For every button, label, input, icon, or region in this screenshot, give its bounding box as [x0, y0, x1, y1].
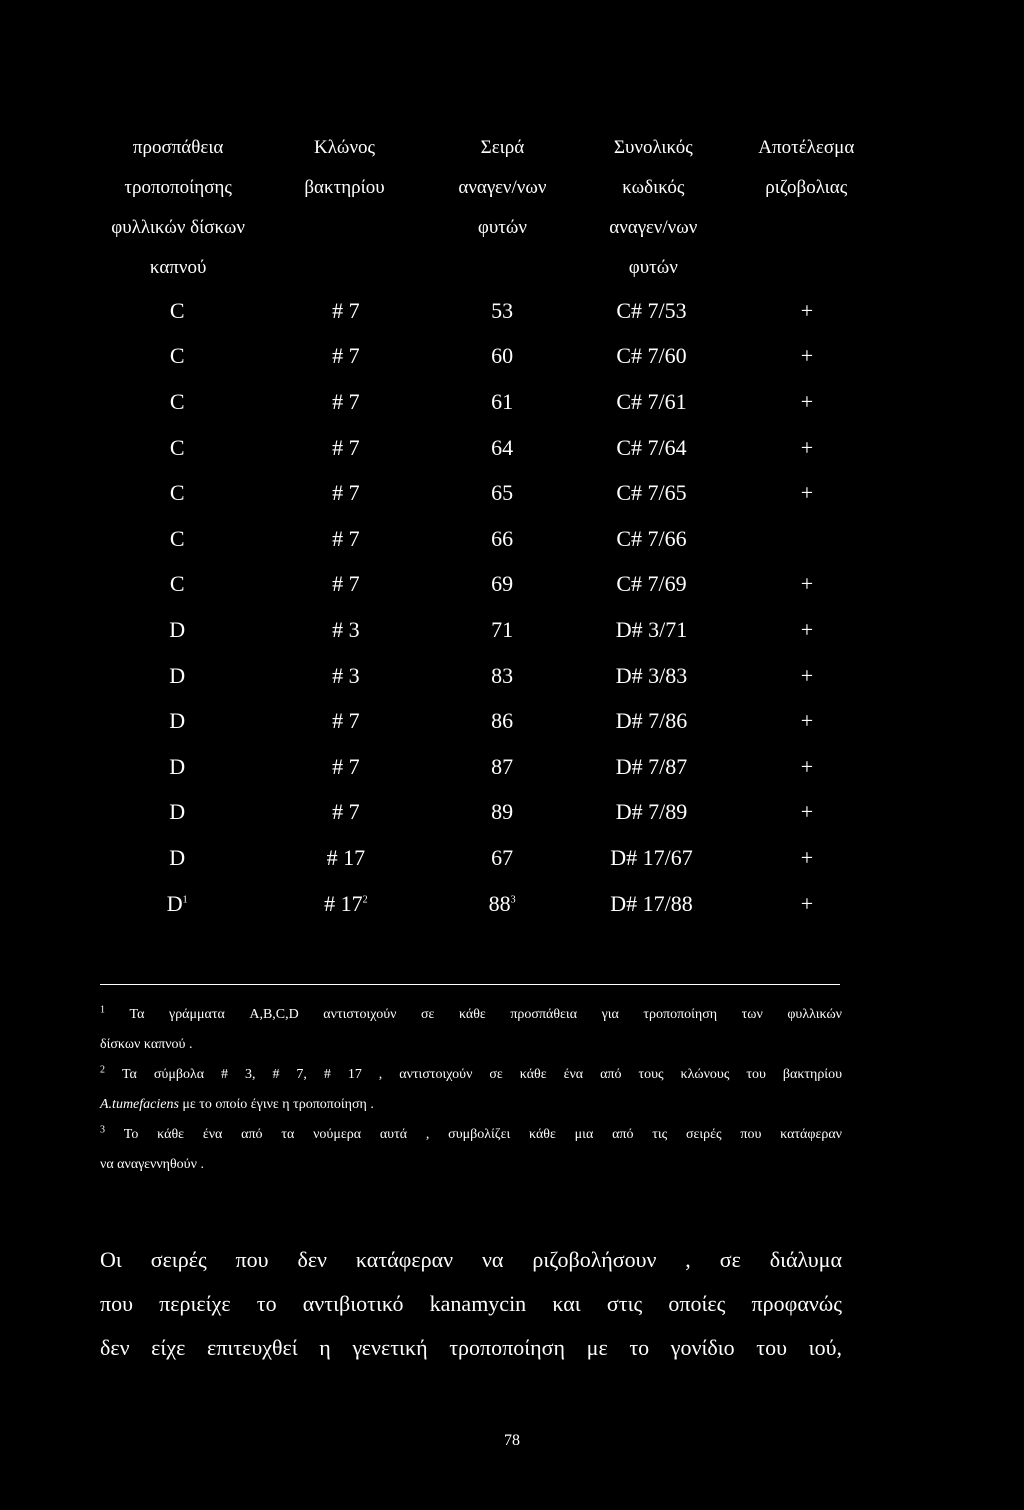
header-line [100, 168, 860, 208]
table-cell: C [169, 388, 185, 414]
table-cell: # 17 [326, 844, 366, 870]
table-cell: 60 [491, 343, 514, 369]
header-cell: Σειρά [480, 137, 525, 158]
header-line [100, 128, 860, 168]
table-cell: # 7 [332, 708, 360, 734]
table-cell: 71 [491, 616, 514, 642]
table-header [100, 128, 860, 288]
footnote-marker: 2 [362, 894, 368, 906]
header-cell: βακτηρίου [304, 177, 385, 198]
table-cell: 86 [491, 708, 514, 734]
header-cell: Αποτέλεσμα [758, 137, 855, 158]
table-row [100, 698, 860, 744]
table-cell: D# 17/88 [610, 890, 693, 916]
table-cell: + [800, 753, 814, 779]
table-cell: + [800, 388, 814, 414]
table-row [100, 744, 860, 790]
table-cell: 66 [491, 525, 514, 551]
species-name: A.tumefaciens [100, 1097, 179, 1112]
table-cell: # 3 [332, 662, 360, 688]
footnote-text: Τα σύμβολα # 3, # 7, # 17 , αντιστοιχούν σε κάθε ένα από τους κλώνους του βακτηρίου [121, 1067, 842, 1082]
table-cell: 67 [491, 844, 514, 870]
footnote-text: δίσκων καπνού . [100, 1037, 193, 1052]
table-cell: # 7 [332, 571, 360, 597]
table-cell: D# 7/89 [615, 799, 688, 825]
table-cell: # 7 [332, 799, 360, 825]
table-cell: C# 7/64 [616, 434, 687, 460]
table-cell: + [800, 480, 814, 506]
table-cell: + [800, 662, 814, 688]
table-cell: 65 [491, 480, 514, 506]
table-row [100, 516, 860, 562]
results-table [100, 128, 860, 926]
table-cell: + [800, 890, 814, 916]
table-row [100, 562, 860, 608]
header-cell: φυλλικών δίσκων [111, 217, 245, 238]
header-cell: κωδικός [622, 177, 685, 198]
cell-text: 88 [488, 890, 511, 916]
paragraph-line: δεν είχε επιτευχθεί η γενετική τροποποίηση με το γονίδιο του ιού, [100, 1335, 842, 1360]
header-cell: καπνού [149, 257, 207, 278]
header-cell: προσπάθεια [132, 137, 224, 158]
header-cell: ριζοβολιας [765, 177, 848, 198]
footnote-2 [100, 1060, 842, 1120]
footnote-mark: 1 [100, 1004, 105, 1016]
table-cell: C# 7/66 [616, 525, 687, 551]
page-number: 78 [504, 1432, 520, 1449]
header-line [100, 248, 860, 288]
table-cell: # 7 [332, 480, 360, 506]
table-body [100, 288, 860, 926]
table-cell: D [169, 662, 186, 688]
footnotes [100, 1000, 842, 1180]
footnote-marker: 3 [510, 894, 516, 906]
table-cell: + [800, 616, 814, 642]
table-row [100, 334, 860, 380]
table-row [100, 288, 860, 334]
header-cell: Συνολικός [613, 137, 693, 158]
header-line [100, 208, 860, 248]
table-cell: D [169, 799, 186, 825]
footnote-text: Το κάθε ένα από τα νούμερα αυτά , συμβολίζει κάθε μια από τις σειρές που κατάφεραν [123, 1127, 843, 1142]
header-cell: αναγεν/νων [458, 177, 547, 198]
header-cell: τροποποίησης [124, 177, 232, 198]
footnote-text: Τα γράμματα A,B,C,D αντιστοιχούν σε κάθε προσπάθεια για τροποποίηση των φυλλικών [129, 1007, 843, 1022]
table-cell: # 3 [332, 616, 360, 642]
table-cell: C [169, 480, 185, 506]
table-cell: C [169, 343, 185, 369]
table-cell [100, 891, 254, 917]
table-row [100, 653, 860, 699]
table-cell: # 7 [332, 388, 360, 414]
cell-text: # 17 [324, 890, 363, 916]
table-cell: D [169, 616, 186, 642]
table-cell: C [169, 297, 185, 323]
table-cell [274, 891, 417, 917]
table-row [100, 425, 860, 471]
table-cell: C [169, 434, 185, 460]
paragraph-line: Οι σειρές που δεν κατάφεραν να ριζοβολήσουν , σε διάλυμα [100, 1247, 842, 1272]
table-cell: # 7 [332, 297, 360, 323]
table-cell: D [169, 753, 186, 779]
table-cell: + [800, 844, 814, 870]
footnote-text: με το οποίο έγινε η τροποποίηση . [178, 1097, 374, 1112]
table-cell [445, 891, 559, 917]
table-cell: 53 [491, 297, 514, 323]
header-cell: Κλώνος [314, 137, 376, 158]
table-cell: C# 7/65 [616, 480, 687, 506]
table-cell: + [800, 297, 814, 323]
table-cell: # 7 [332, 525, 360, 551]
table-cell: C [169, 525, 185, 551]
table-row [100, 881, 860, 927]
table-cell: C [169, 571, 185, 597]
table-cell: # 7 [332, 343, 360, 369]
table-cell: 69 [491, 571, 514, 597]
table-cell: + [800, 434, 814, 460]
table-cell: # 7 [332, 434, 360, 460]
table-cell: D# 7/86 [615, 708, 688, 734]
table-cell: C# 7/61 [616, 388, 687, 414]
footnote-3 [100, 1120, 842, 1180]
table-row [100, 607, 860, 653]
table-cell: 61 [491, 388, 514, 414]
footnote-mark: 3 [100, 1124, 105, 1136]
table-cell: D [169, 844, 186, 870]
table-cell: + [800, 571, 814, 597]
header-cell: φυτών [477, 217, 527, 238]
table-row [100, 470, 860, 516]
footnote-mark: 2 [100, 1064, 105, 1076]
table-cell: 87 [491, 753, 514, 779]
table-row [100, 379, 860, 425]
cell-text: D [166, 890, 183, 916]
table-cell: # 7 [332, 753, 360, 779]
table-cell: 89 [491, 799, 514, 825]
table-cell: D# 3/71 [615, 616, 688, 642]
table-cell: + [800, 799, 814, 825]
footnote-divider [100, 984, 840, 985]
table-cell: D# 17/67 [610, 844, 693, 870]
table-cell: C# 7/69 [616, 571, 687, 597]
footnote-1 [100, 1000, 842, 1060]
table-cell: 64 [491, 434, 514, 460]
footnote-text: να αναγεννηθούν . [100, 1157, 204, 1172]
table-cell: + [800, 343, 814, 369]
footnote-marker: 1 [182, 894, 188, 906]
header-cell: φυτών [628, 257, 678, 278]
table-cell: D# 3/83 [615, 662, 688, 688]
paragraph-line: που περιείχε το αντιβιοτικό kanamycin και στις οποίες προφανώς [100, 1291, 842, 1316]
body-paragraph [100, 1238, 842, 1370]
table-cell: C# 7/53 [616, 297, 687, 323]
table-row [100, 835, 860, 881]
table-row [100, 790, 860, 836]
table-cell: D# 7/87 [615, 753, 688, 779]
table-cell: C# 7/60 [616, 343, 687, 369]
table-cell: 83 [491, 662, 514, 688]
header-cell: αναγεν/νων [609, 217, 698, 238]
table-cell: D [169, 708, 186, 734]
table-cell: + [800, 708, 814, 734]
